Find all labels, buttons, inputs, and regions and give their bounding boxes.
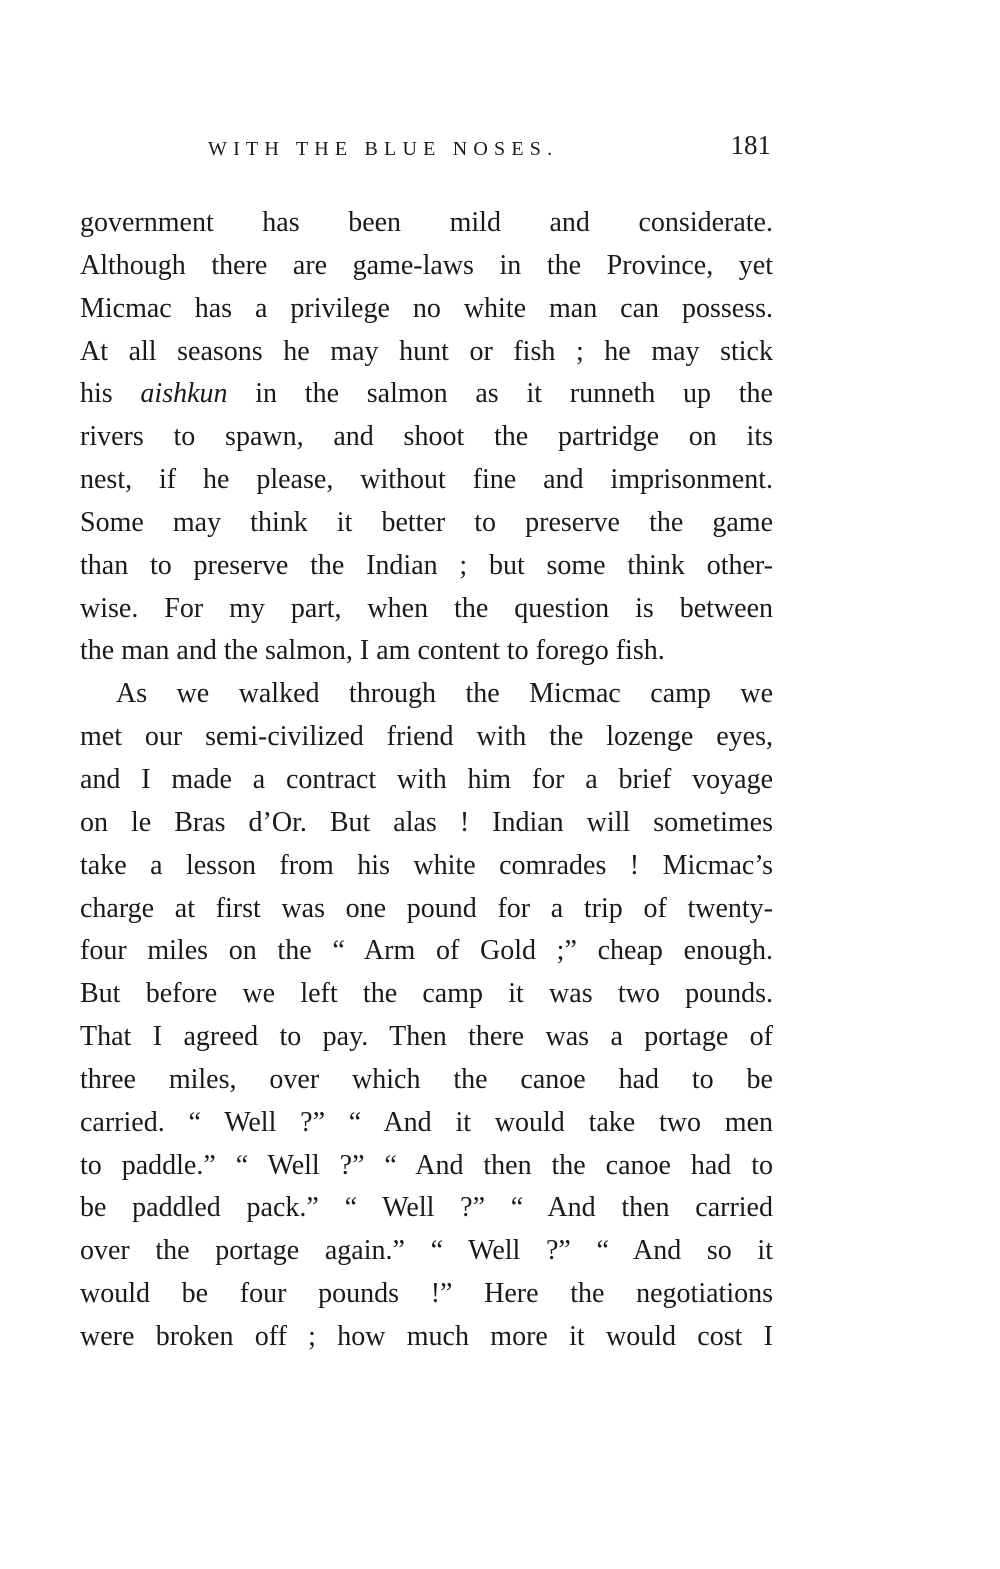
text-line: take a lesson from his white comrades ! Micmac’s [80, 849, 773, 881]
paragraph-2 [80, 673, 773, 1359]
text-line: to paddle.” “ Well ?” “ And then the canoe had to [80, 1149, 773, 1181]
text-line: That I agreed to pay. Then there was a portage of [80, 1021, 773, 1053]
text-line: over the portage again.” “ Well ?” “ And so it [80, 1235, 773, 1267]
text-line: and I made a contract with him for a brief voyage [80, 763, 773, 795]
text-line: four miles on the “ Arm of Gold ;” cheap enough. [80, 935, 773, 967]
running-title: WITH THE BLUE NOSES. [208, 138, 559, 160]
text-line: Although there are game-laws in the Province, yet [80, 249, 773, 281]
text-line: Micmac has a privilege no white man can possess. [80, 292, 773, 324]
italic-word: aishkun [140, 378, 228, 410]
text-line: than to preserve the Indian ; but some think other- [80, 549, 773, 581]
text-line: But before we left the camp it was two pounds. [80, 978, 773, 1010]
running-head [80, 128, 773, 172]
text-line: on le Bras d’Or. But alas ! Indian will sometimes [80, 806, 773, 838]
text-line: carried. “ Well ?” “ And it would take two men [80, 1106, 773, 1138]
text-line: nest, if he please, without fine and imprisonment. [80, 464, 773, 496]
text-line: wise. For my part, when the question is between [80, 592, 773, 624]
text-line: be paddled pack.” “ Well ?” “ And then carried [80, 1192, 773, 1224]
text-line: charge at first was one pound for a trip of twenty- [80, 892, 773, 924]
text-line: As we walked through the Micmac camp we [116, 678, 773, 710]
book-page [80, 128, 773, 1359]
text-fragment: in the salmon as it runneth up the [227, 378, 773, 410]
text-fragment: his [80, 378, 141, 410]
text-line: rivers to spawn, and shoot the partridge on its [80, 421, 773, 453]
text-line: were broken off ; how much more it would cost I [80, 1320, 773, 1352]
text-line: would be four pounds !” Here the negotiations [80, 1278, 773, 1310]
text-line-italic-word [80, 373, 773, 416]
text-line: government has been mild and considerate. [80, 207, 773, 238]
text-line: met our semi-civilized friend with the lozenge eyes, [80, 721, 773, 753]
text-line: Some may think it better to preserve the game [80, 506, 773, 538]
text-line: At all seasons he may hunt or fish ; he may stick [80, 335, 773, 367]
page-number: 181 [730, 130, 771, 160]
paragraph-1 [80, 202, 773, 673]
text-line: three miles, over which the canoe had to be [80, 1063, 773, 1095]
text-line: the man and the salmon, I am content to forego fish. [80, 635, 665, 667]
